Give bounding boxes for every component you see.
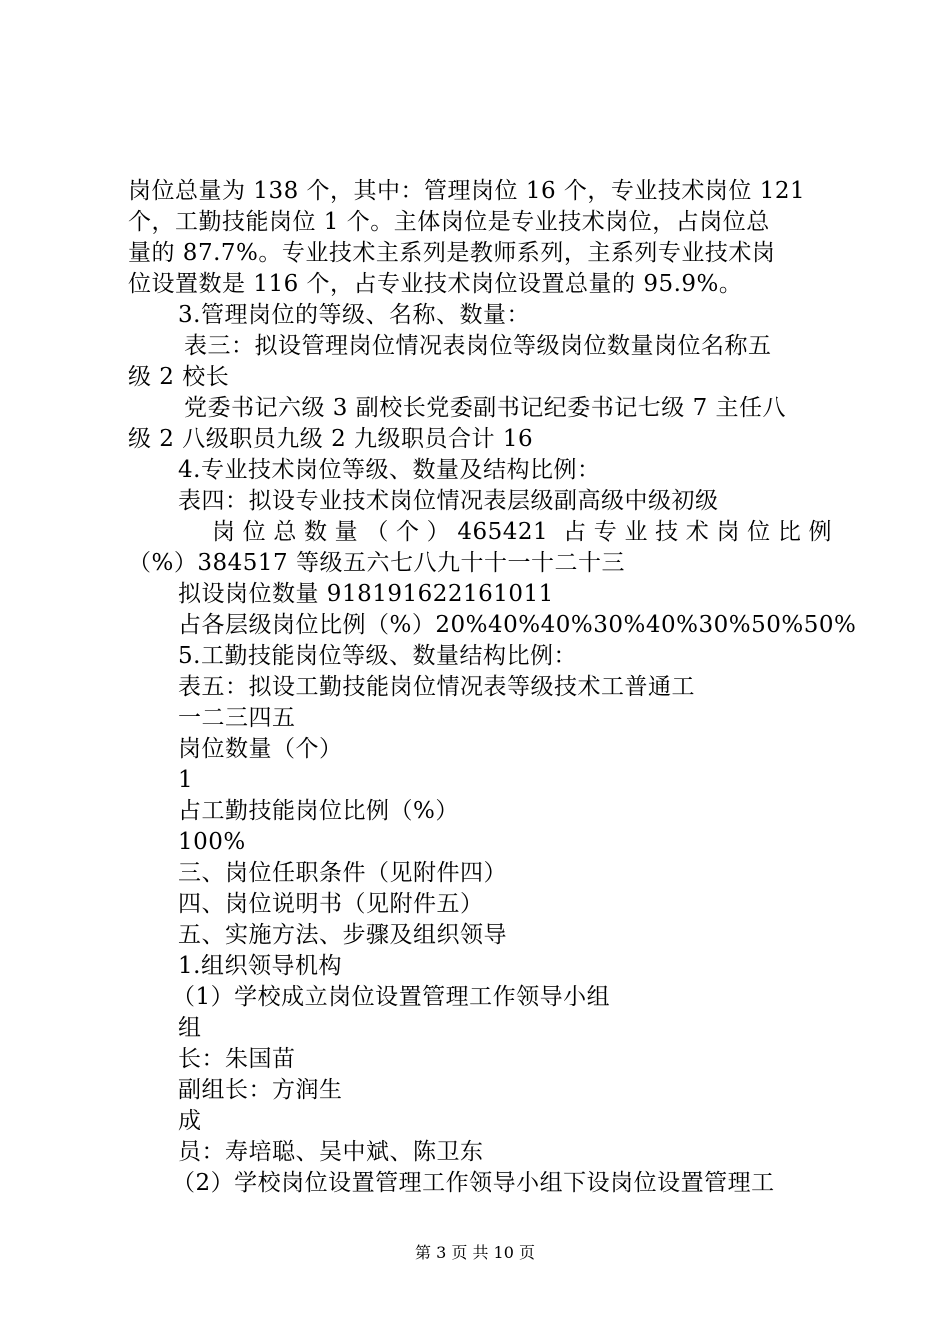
section-heading: 3.管理岗位的等级、名称、数量： xyxy=(178,302,530,328)
text-line: 副组长：方润生 xyxy=(178,1077,343,1103)
document-body xyxy=(128,176,857,1199)
section-heading: 1.组织领导机构 xyxy=(178,953,342,979)
text-line: （%）384517 等级五六七八九十十一十二十三 xyxy=(128,550,625,576)
table-caption: 表三：拟设管理岗位情况表岗位等级岗位数量岗位名称五 xyxy=(184,333,772,359)
text-line: 岗位总量为 138 个，其中：管理岗位 16 个，专业技术岗位 121 xyxy=(128,178,806,204)
text-line: 党委书记六级 3 副校长党委副书记纪委书记七级 7 主任八 xyxy=(184,395,787,421)
table-caption: 表四：拟设专业技术岗位情况表层级副高级中级初级 xyxy=(178,488,719,514)
text-line: 占工勤技能岗位比例（%） xyxy=(178,798,459,824)
text-line: （1）学校成立岗位设置管理工作领导小组 xyxy=(172,984,611,1010)
text-line: 岗位数量（个） xyxy=(178,736,343,762)
text-line: 量的 87.7%。专业技术主系列是教师系列，主系列专业技术岗 xyxy=(128,240,776,266)
text-line: 级 2 校长 xyxy=(128,364,230,390)
table-caption: 表五：拟设工勤技能岗位情况表等级技术工普通工 xyxy=(178,674,695,700)
text-line: 一二三四五 xyxy=(178,705,296,731)
text-line: 组 xyxy=(178,1015,202,1041)
section-heading: 四、岗位说明书（见附件五） xyxy=(178,891,484,917)
text-line: 占各层级岗位比例（%）20%40%40%30%40%30%50%50% xyxy=(178,612,857,638)
page-footer: 第 3 页 共 10 页 xyxy=(415,1243,535,1262)
text-line: 100% xyxy=(178,829,246,855)
text-line: 岗位总数量（个）465421 占专业技术岗位比例 xyxy=(212,519,832,545)
text-line: 位设置数是 116 个，占专业技术岗位设置总量的 95.9%。 xyxy=(128,271,743,297)
section-heading: 4.专业技术岗位等级、数量及结构比例： xyxy=(178,457,601,483)
section-heading: 三、岗位任职条件（见附件四） xyxy=(178,860,507,886)
section-heading: 5.工勤技能岗位等级、数量结构比例： xyxy=(178,643,577,669)
text-line: 个，工勤技能岗位 1 个。主体岗位是专业技术岗位，占岗位总 xyxy=(128,209,770,235)
text-line: 员：寿培聪、吴中斌、陈卫东 xyxy=(178,1139,484,1165)
text-line: （2）学校岗位设置管理工作领导小组下设岗位设置管理工 xyxy=(172,1170,775,1196)
section-heading: 五、实施方法、步骤及组织领导 xyxy=(178,922,507,948)
text-line: 成 xyxy=(178,1108,202,1134)
text-line: 级 2 八级职员九级 2 九级职员合计 16 xyxy=(128,426,534,452)
text-line: 拟设岗位数量 918191622161011 xyxy=(178,581,554,607)
text-line: 长：朱国苗 xyxy=(178,1046,296,1072)
text-line: 1 xyxy=(178,767,194,793)
